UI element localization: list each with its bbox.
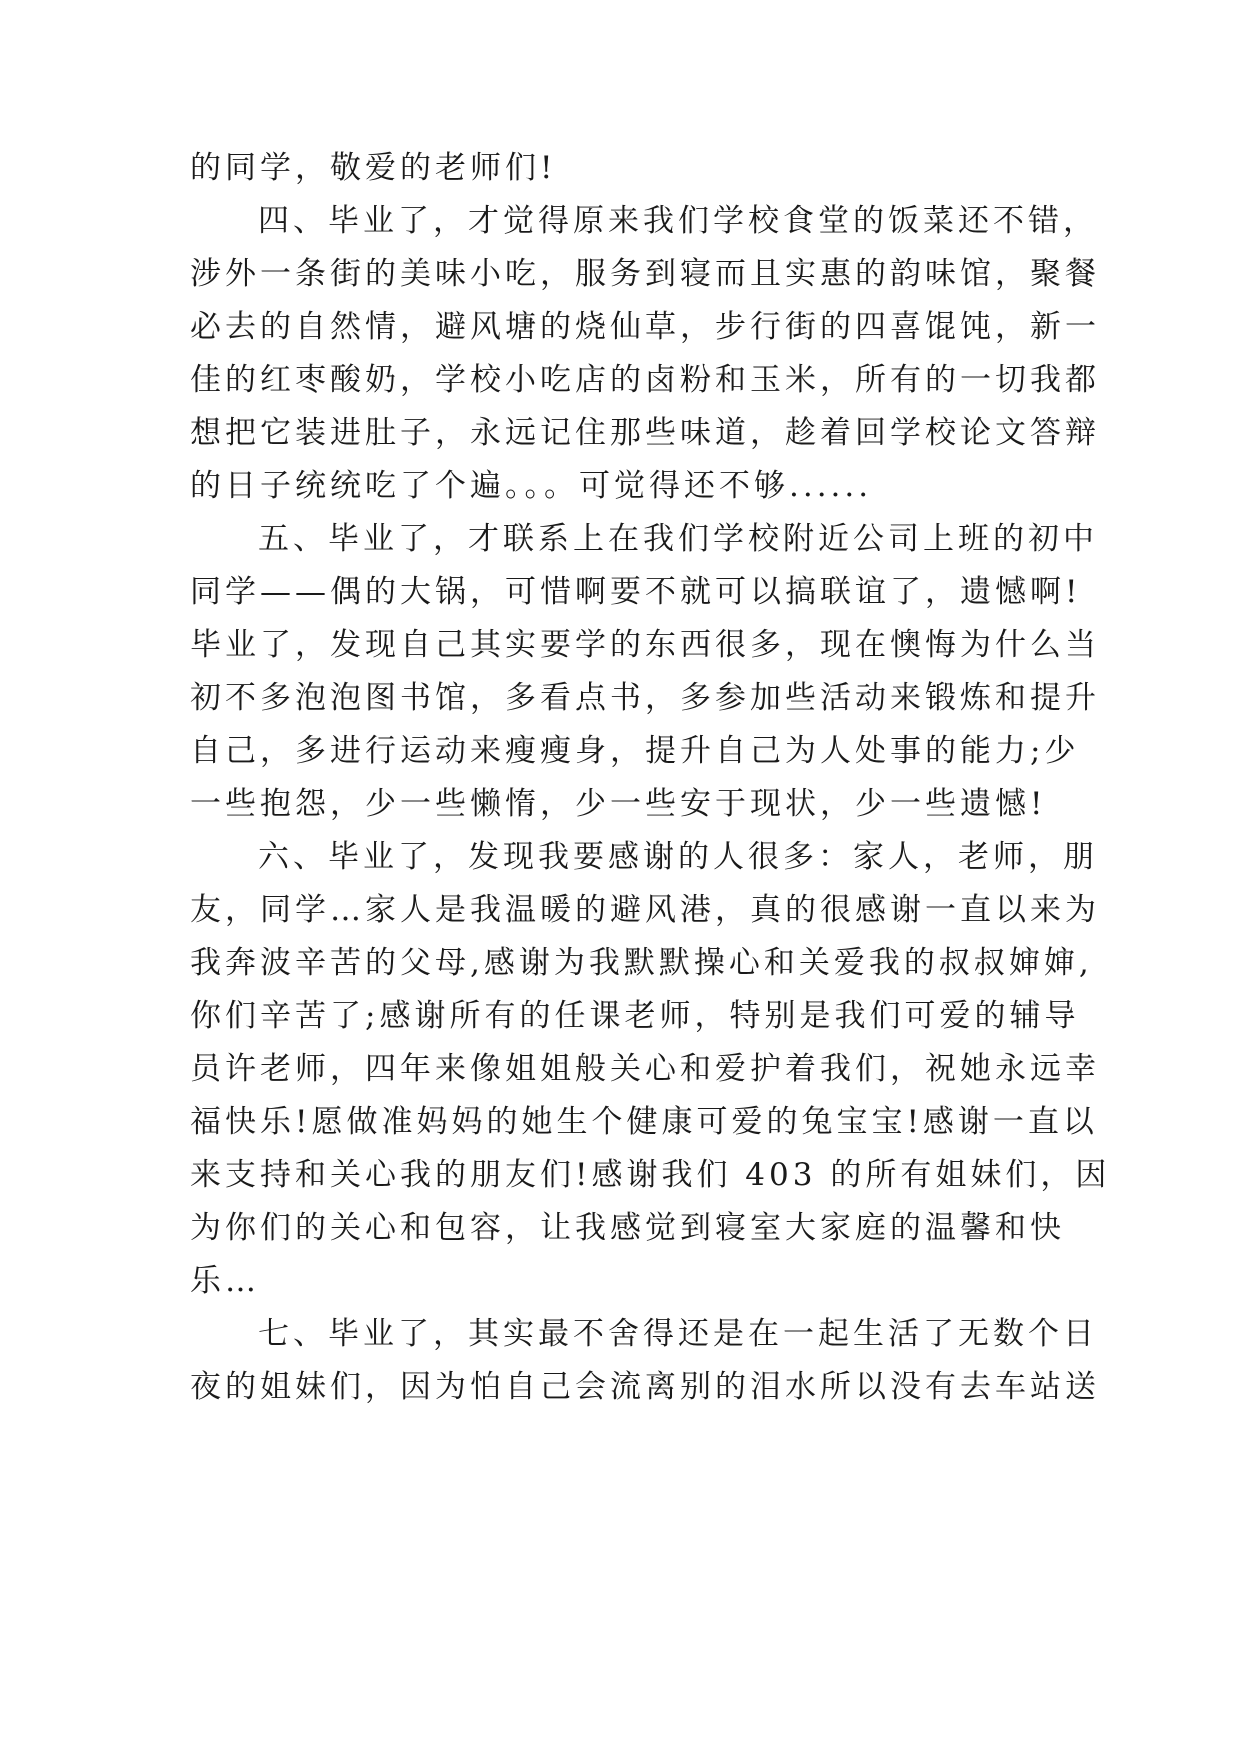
text-line: 友，同学…家人是我温暖的避风港，真的很感谢一直以来为 [190,892,1100,928]
text-line: 你们辛苦了;感谢所有的任课老师，特别是我们可爱的辅导 [190,998,1080,1034]
text-line: 我奔波辛苦的父母,感谢为我默默操心和关爱我的叔叔婶婶, [190,945,1093,981]
text-line: 来支持和关心我的朋友们!感谢我们 403 的所有姐妹们，因 [190,1157,1111,1193]
text-line: 毕业了，发现自己其实要学的东西很多，现在懊悔为什么当 [190,627,1100,663]
text-line: 初不多泡泡图书馆，多看点书，多参加些活动来锻炼和提升 [190,680,1100,716]
text-line: 涉外一条街的美味小吃，服务到寝而且实惠的韵味馆，聚餐 [190,256,1100,292]
text-line: 一些抱怨，少一些懒惰，少一些安于现状，少一些遗憾! [190,786,1047,822]
paragraph-start-line: 五、毕业了，才联系上在我们学校附近公司上班的初中 [258,521,1098,557]
paragraph-start-line: 四、毕业了，才觉得原来我们学校食堂的饭菜还不错， [258,203,1098,239]
text-line: 的同学，敬爱的老师们! [190,150,557,186]
text-line: 的日子统统吃了个遍。。。可觉得还不够...... [190,468,873,504]
text-line: 佳的红枣酸奶，学校小吃店的卤粉和玉米，所有的一切我都 [190,362,1100,398]
text-line: 必去的自然情，避风塘的烧仙草，步行街的四喜馄饨，新一 [190,309,1100,345]
text-line: 自己，多进行运动来瘦瘦身，提升自己为人处事的能力;少 [190,733,1080,769]
text-line: 福快乐!愿做准妈妈的她生个健康可爱的兔宝宝!感谢一直以 [190,1104,1098,1140]
paragraph-start-line: 六、毕业了，发现我要感谢的人很多：家人，老师，朋 [258,839,1098,875]
text-line: 为你们的关心和包容，让我感觉到寝室大家庭的温馨和快 [190,1210,1065,1246]
text-line: 同学——偶的大锅，可惜啊要不就可以搞联谊了，遗憾啊! [190,574,1082,610]
paragraph-start-line: 七、毕业了，其实最不舍得还是在一起生活了无数个日 [258,1316,1098,1352]
text-line: 夜的姐妹们，因为怕自己会流离别的泪水所以没有去车站送 [190,1369,1100,1405]
text-line: 想把它装进肚子，永远记住那些味道，趁着回学校论文答辩 [190,415,1100,451]
text-line: 员许老师，四年来像姐姐般关心和爱护着我们，祝她永远幸 [190,1051,1100,1087]
text-line: 乐… [190,1263,260,1299]
